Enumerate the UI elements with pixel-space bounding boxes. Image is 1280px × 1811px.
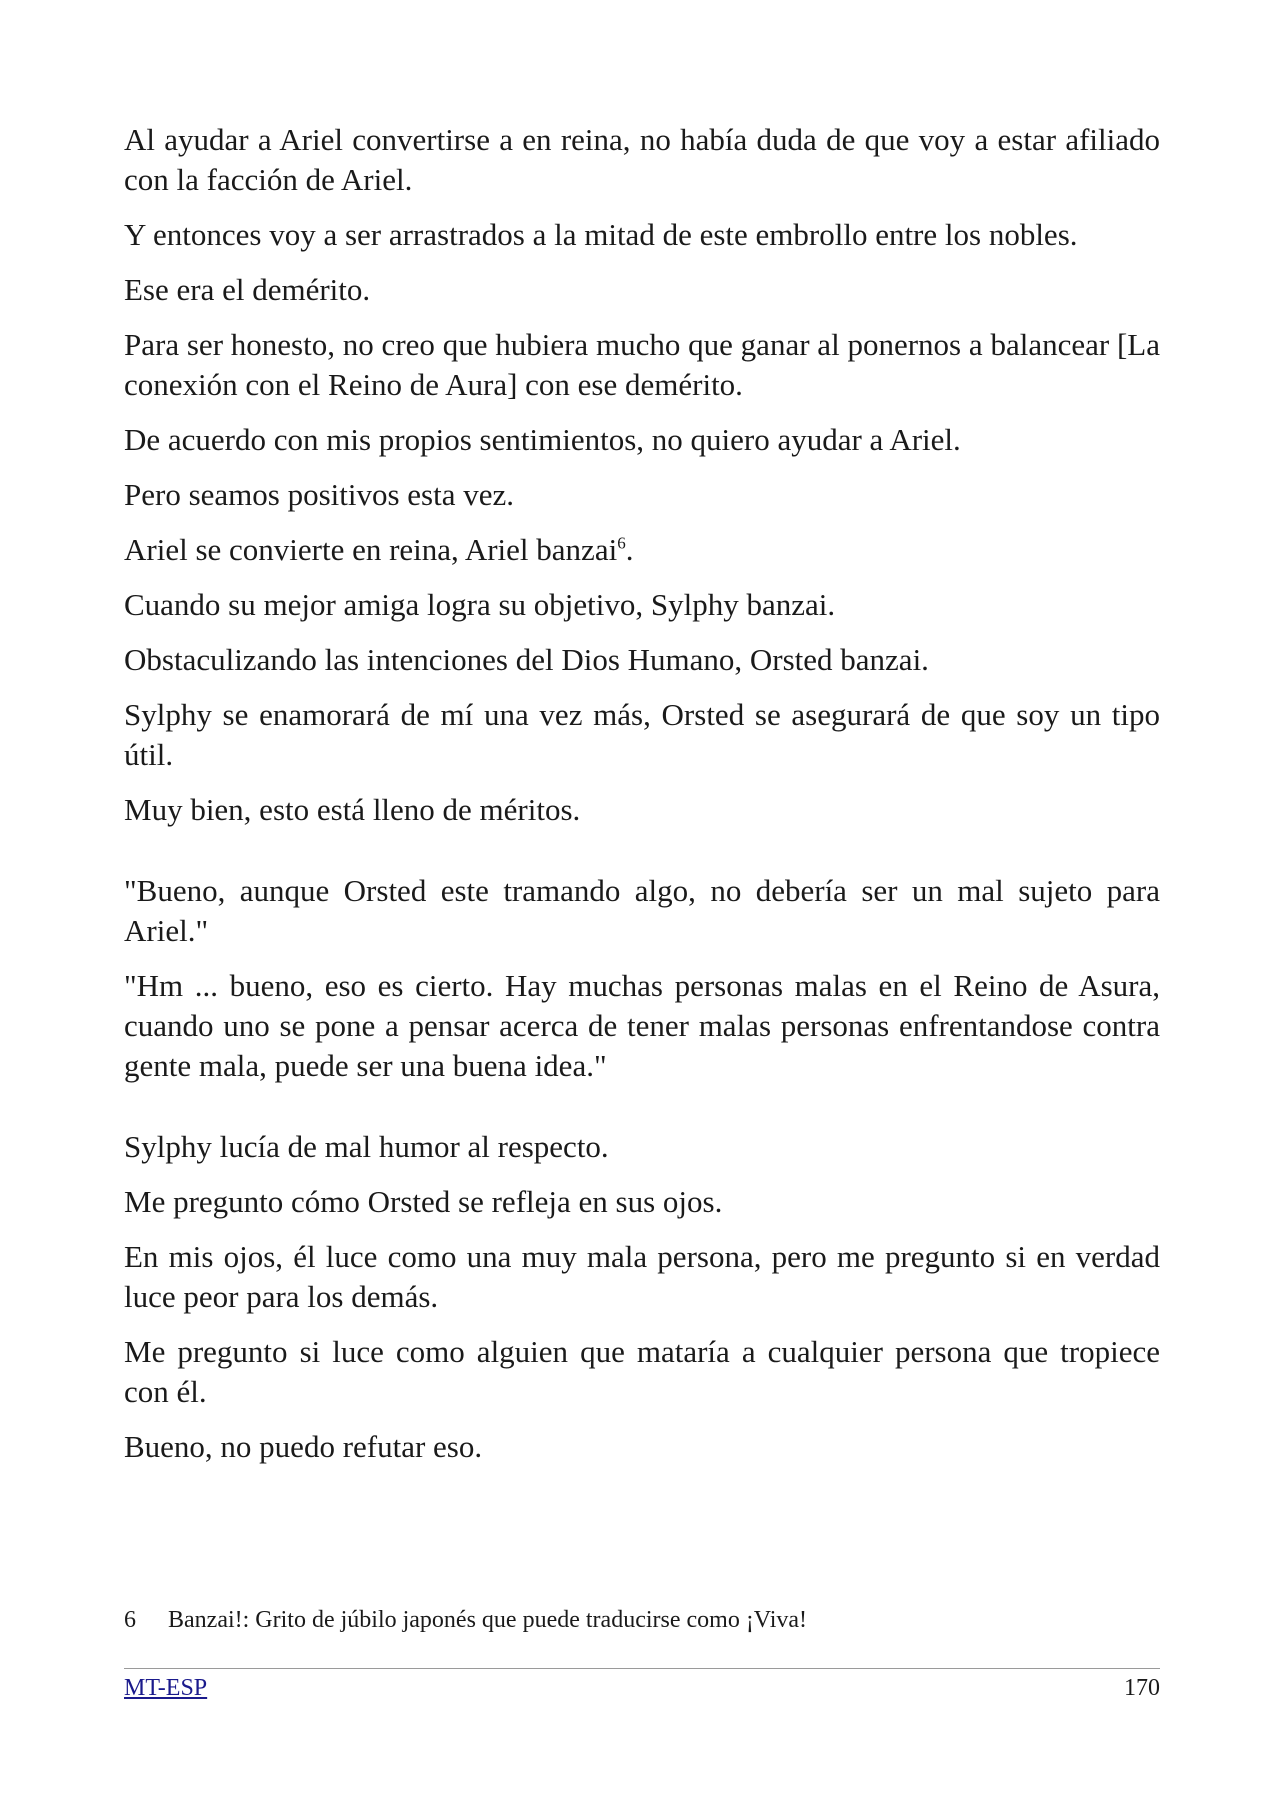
paragraph-text: Ariel se convierte en reina, Ariel banzai bbox=[124, 532, 618, 567]
paragraph: En mis ojos, él luce como una muy mala persona, pero me pregunto si en verdad luce peor para los demás. bbox=[124, 1239, 1160, 1314]
footnote-number: 6 bbox=[124, 1607, 136, 1633]
paragraph: Sylphy lucía de mal humor al respecto. bbox=[124, 1129, 609, 1164]
paragraph: Ese era el demérito. bbox=[124, 272, 371, 307]
page-number: 170 bbox=[1124, 1675, 1160, 1701]
dialogue-paragraph: "Hm ... bueno, eso es cierto. Hay muchas personas malas en el Reino de Asura, cuando uno se pone a pensar acerca de tener malas personas enfrentandose contra gente mala, puede ser una buena idea." bbox=[124, 968, 1160, 1083]
paragraph: De acuerdo con mis propios sentimientos, no quiero ayudar a Ariel. bbox=[124, 422, 961, 457]
site-link[interactable]: MT-ESP bbox=[124, 1675, 208, 1701]
paragraph: Y entonces voy a ser arrastrados a la mitad de este embrollo entre los nobles. bbox=[124, 217, 1078, 252]
paragraph: Bueno, no puedo refutar eso. bbox=[124, 1429, 483, 1464]
dialogue-paragraph: "Bueno, aunque Orsted este tramando algo, no debería ser un mal sujeto para Ariel." bbox=[124, 873, 1160, 948]
paragraph: Cuando su mejor amiga logra su objetivo, Sylphy banzai. bbox=[124, 587, 836, 622]
paragraph: Sylphy se enamorará de mí una vez más, Orsted se asegurará de que soy un tipo útil. bbox=[124, 697, 1160, 772]
paragraph: Pero seamos positivos esta vez. bbox=[124, 477, 515, 512]
paragraph: Muy bien, esto está lleno de méritos. bbox=[124, 792, 581, 827]
paragraph: Obstaculizando las intenciones del Dios Humano, Orsted banzai. bbox=[124, 642, 929, 677]
footnote bbox=[124, 1605, 1160, 1635]
paragraph: Para ser honesto, no creo que hubiera mucho que ganar al ponernos a balancear [La conexión con el Reino de Aura] con ese demérito. bbox=[124, 327, 1160, 402]
paragraph-with-footnote bbox=[124, 530, 1160, 570]
page-body bbox=[124, 120, 1160, 1482]
paragraph: Me pregunto cómo Orsted se refleja en sus ojos. bbox=[124, 1184, 723, 1219]
footnote-text: Banzai!: Grito de júbilo japonés que puede traducirse como ¡Viva! bbox=[168, 1607, 808, 1633]
page-footer bbox=[124, 1668, 1160, 1703]
paragraph: Al ayudar a Ariel convertirse a en reina, no había duda de que voy a estar afiliado con la facción de Ariel. bbox=[124, 122, 1160, 197]
section-gap bbox=[124, 1101, 1160, 1127]
footnote-reference[interactable]: 6 bbox=[617, 533, 626, 553]
paragraph-trailing-period: . bbox=[625, 532, 634, 567]
section-gap bbox=[124, 845, 1160, 871]
paragraph: Me pregunto si luce como alguien que mataría a cualquier persona que tropiece con él. bbox=[124, 1334, 1160, 1409]
